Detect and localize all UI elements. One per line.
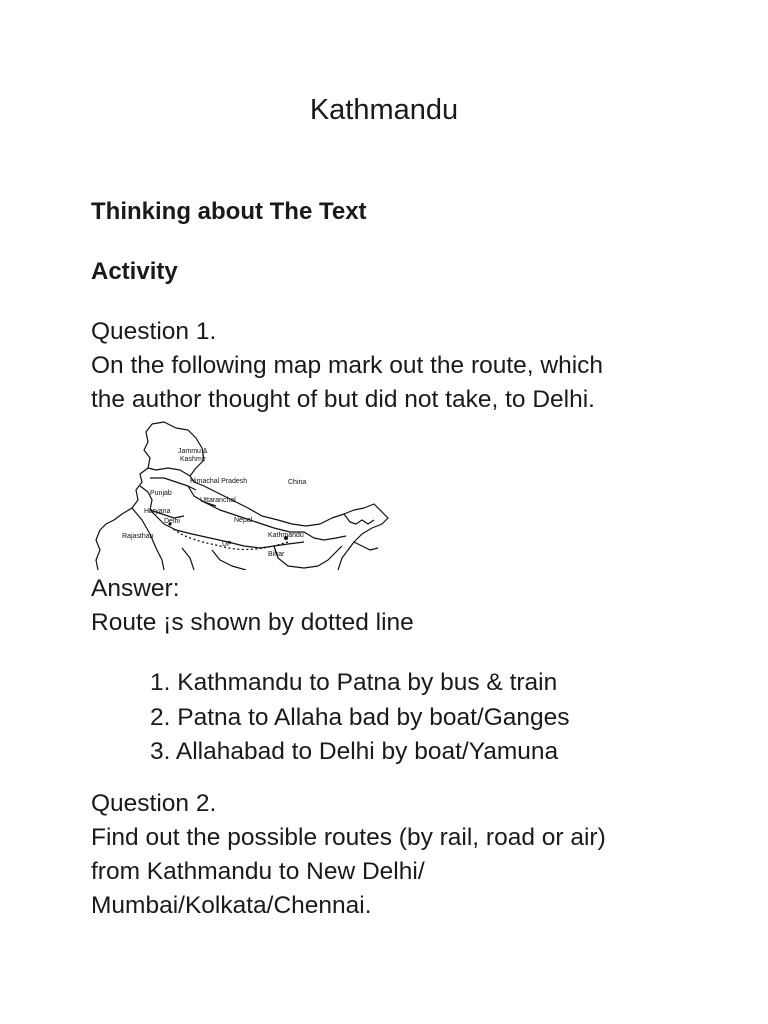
question-2-line-2: from Kathmandu to New Delhi/ xyxy=(91,858,425,885)
list-item: 3. Allahabad to Delhi by boat/Yamuna xyxy=(150,738,559,765)
map-label-jammu: Jammu & xyxy=(178,448,208,455)
map-label-rajasthan: Rajasthan xyxy=(122,533,154,540)
answer-intro: Route ¡s shown by dotted line xyxy=(91,609,414,636)
question-1-text-line-2: the author thought of but did not take, to Delhi. xyxy=(91,386,595,413)
question-2-line-3: Mumbai/Kolkata/Chennai. xyxy=(91,892,372,919)
map-label-kashmir: Kashmir xyxy=(180,456,206,463)
india-map-figure xyxy=(92,420,392,570)
map-label-haryana: Haryana xyxy=(144,508,171,515)
question-2 xyxy=(91,787,711,923)
question-1-text-line-1: On the following map mark out the route, which xyxy=(91,352,604,379)
map-label-china: China xyxy=(288,479,307,486)
page-title: Kathmandu xyxy=(309,94,459,126)
map-label-punjab: Punjab xyxy=(150,490,172,497)
section-heading: Thinking about The Text xyxy=(91,198,367,225)
map-label-delhi: Delhi xyxy=(164,518,180,525)
map-outline xyxy=(92,420,392,570)
question-2-label: Question 2. xyxy=(91,790,217,817)
map-label-himachal: Himachal Pradesh xyxy=(190,478,248,485)
list-item: 1. Kathmandu to Patna by bus & train xyxy=(150,669,558,696)
question-1 xyxy=(91,315,711,417)
route-steps-list xyxy=(150,666,570,770)
map-label-bihar: Bihar xyxy=(268,551,285,558)
map-borders xyxy=(96,422,388,570)
answer-label: Answer: xyxy=(91,575,180,602)
activity-heading: Activity xyxy=(91,258,178,285)
answer xyxy=(91,572,711,640)
map-label-nepal: Nepal xyxy=(234,517,253,524)
question-1-label: Question 1. xyxy=(91,318,217,345)
question-2-line-1: Find out the possible routes (by rail, road or air) xyxy=(91,824,606,851)
map-label-up: UP xyxy=(222,541,232,548)
map-label-uttaranchal: Uttaranchal xyxy=(200,497,236,504)
list-item: 2. Patna to Allaha bad by boat/Ganges xyxy=(150,703,570,731)
map-label-kathmandu: Kathmandu xyxy=(268,532,304,539)
